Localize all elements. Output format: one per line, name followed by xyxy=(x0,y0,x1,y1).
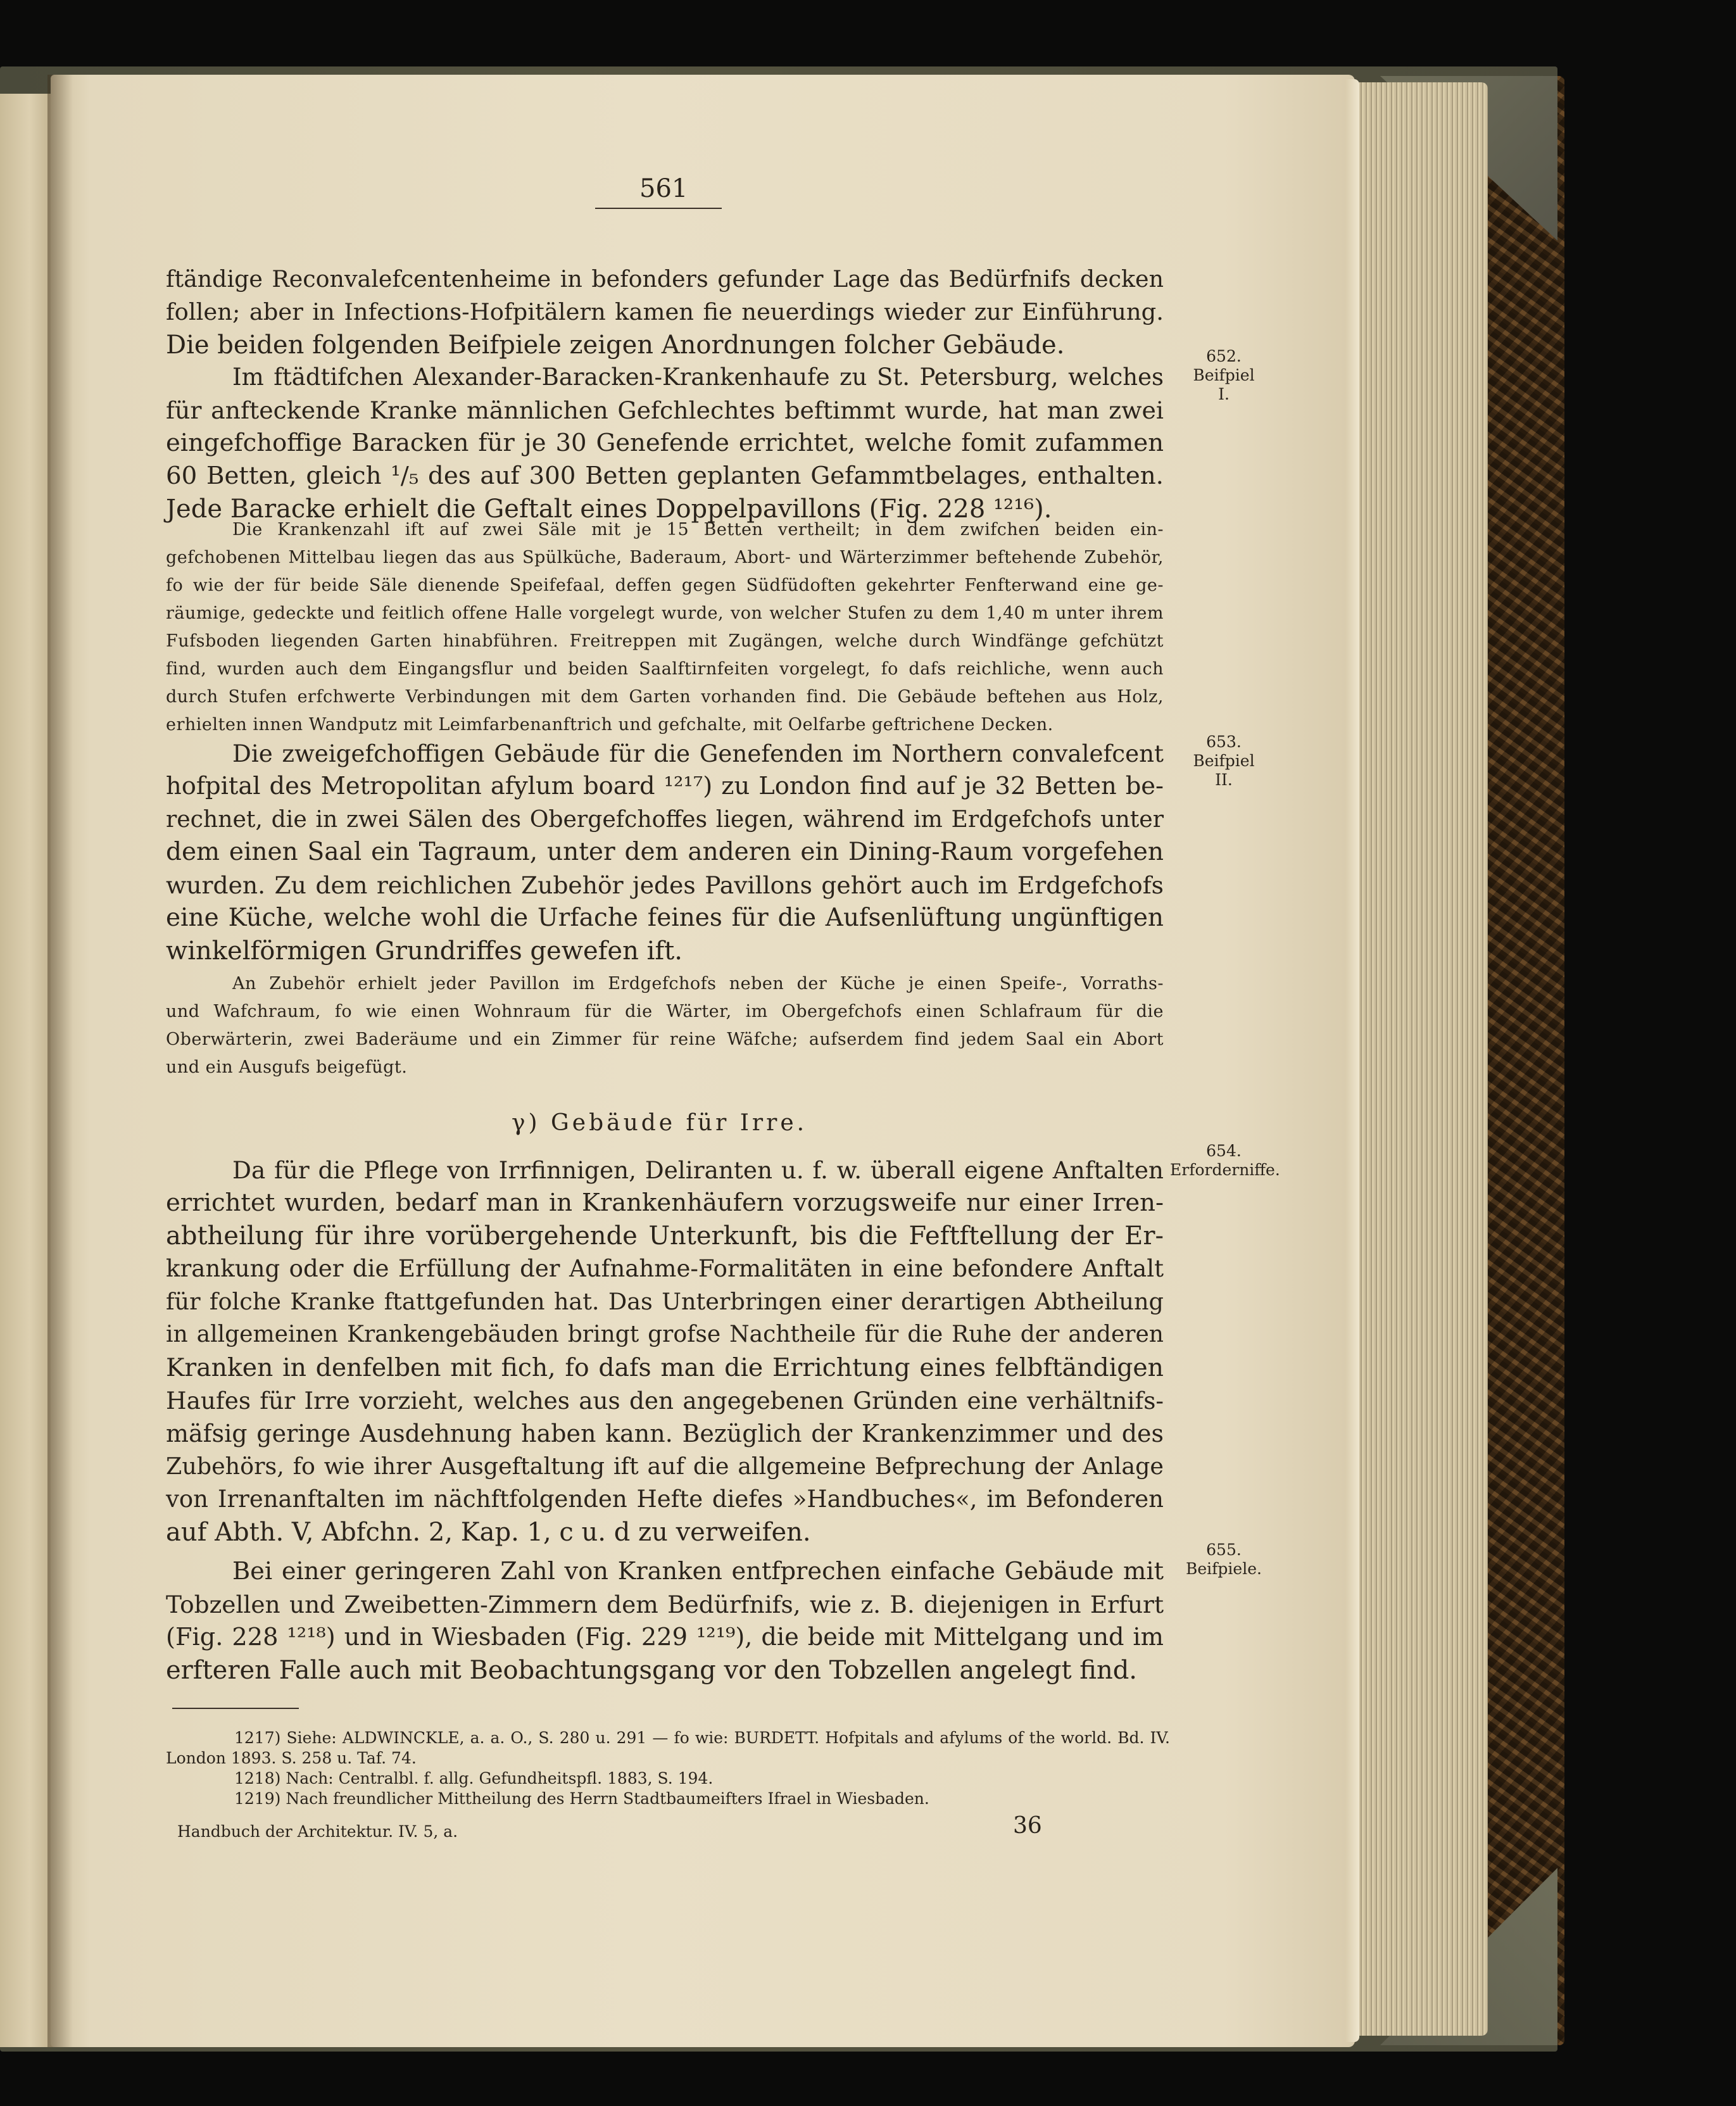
page-stack xyxy=(1349,82,1488,2036)
text-line: gefchobenen Mittelbau liegen das aus Spülküche, Baderaum, Abort- und Wärterzimmer beftehende Zubehör, xyxy=(166,548,1164,567)
margin-label: Beifpiele. xyxy=(1186,1560,1262,1578)
margin-note-653 xyxy=(1176,733,1271,790)
text-line: eingefchoffige Baracken für je 30 Genefende errichtet, welche fomit zufammen xyxy=(166,429,1164,457)
text-line: und ein Ausgufs beigefügt. xyxy=(166,1057,408,1077)
margin-label: Beifpiel xyxy=(1193,752,1255,770)
text-line: Fufsboden liegenden Garten hinabführen. Freitreppen mit Zugängen, welche durch Windfänge gefchützt xyxy=(166,631,1164,651)
margin-number: 652. xyxy=(1206,347,1242,365)
facing-page-edge xyxy=(0,94,54,2047)
text-line: 60 Betten, gleich ¹/₅ des auf 300 Betten geplanten Gefammtbelages, enthalten. xyxy=(166,462,1164,490)
text-line: find, wurden auch dem Eingangsflur und beiden Saalftirnfeiten vorgelegt, fo dafs reichliche, wenn auch xyxy=(166,659,1164,679)
text-line: winkelförmigen Grundriffes gewefen ift. xyxy=(166,936,682,966)
text-line: follen; aber in Infections-Hofpitälern kamen fie neuerdings wieder zur Einführung. xyxy=(166,298,1164,325)
page-number: 561 xyxy=(639,174,688,203)
header-rule xyxy=(595,208,722,209)
margin-number: 653. xyxy=(1206,733,1242,751)
margin-sub: II. xyxy=(1215,771,1233,789)
section-heading: γ) Gebäude für Irre. xyxy=(512,1110,808,1136)
text-line: mäfsig geringe Ausdehnung haben kann. Bezüglich der Krankenzimmer und des xyxy=(166,1420,1164,1447)
text-line: Jede Baracke erhielt die Geftalt eines Doppelpavillons (Fig. 228 ¹²¹⁶). xyxy=(166,495,1052,524)
text-line: Oberwärterin, zwei Baderäume und ein Zimmer für reine Wäfche; aufserdem find jedem Saal ein Abort xyxy=(166,1030,1164,1049)
text-line: rechnet, die in zwei Sälen des Obergefchoffes liegen, während im Erdgefchofs unter xyxy=(166,805,1164,833)
text-line: Bei einer geringeren Zahl von Kranken entfprechen einfache Gebäude mit xyxy=(232,1557,1164,1586)
text-line: Haufes für Irre vorzieht, welches aus den angegebenen Gründen eine verhältnifs- xyxy=(166,1387,1164,1415)
gutter-shadow xyxy=(47,75,73,2047)
text-line: auf Abth. V, Abfchn. 2, Kap. 1, c u. d zu verweifen. xyxy=(166,1518,811,1547)
text-line: und Wafchraum, fo wie einen Wohnraum für die Wärter, im Obergefchofs einen Schlafraum für die xyxy=(166,1002,1164,1021)
text-line: An Zubehör erhielt jeder Pavillon im Erdgefchofs neben der Küche je einen Speife-, Vorraths- xyxy=(232,974,1164,993)
text-line: von Irrenanftalten im nächftfolgenden Hefte diefes »Handbuches«, im Befonderen xyxy=(166,1485,1164,1513)
text-line: dem einen Saal ein Tagraum, unter dem anderen ein Dining-Raum vorgefehen xyxy=(166,838,1164,866)
text-line: für folche Kranke ftattgefunden hat. Das Unterbringen einer derartigen Abtheilung xyxy=(166,1288,1164,1315)
margin-note-652 xyxy=(1176,347,1271,404)
text-line: in allgemeinen Krankengebäuden bringt grofse Nachtheile für die Ruhe der anderen xyxy=(166,1321,1164,1347)
footnote-line: 1219) Nach freundlicher Mittheilung des Herrn Stadtbaumeifters Ifrael in Wiesbaden. xyxy=(234,1789,929,1808)
footnote-line: 1218) Nach: Centralbl. f. allg. Gefundheitspfl. 1883, S. 194. xyxy=(234,1769,714,1788)
text-line: Da für die Pflege von Irrfinnigen, Deliranten u. f. w. überall eigene Anftalten xyxy=(232,1156,1164,1184)
text-line: erhielten innen Wandputz mit Leimfarbenanftrich und gefchalte, mit Oelfarbe geftrichene Decken. xyxy=(166,715,1054,735)
text-line: (Fig. 228 ¹²¹⁸) und in Wiesbaden (Fig. 229 ¹²¹⁹), die beide mit Mittelgang und im xyxy=(166,1623,1164,1651)
signature-mark: 36 xyxy=(1013,1813,1042,1839)
margin-note-655 xyxy=(1176,1541,1271,1579)
text-line: für anfteckende Kranke männlichen Gefchlechtes beftimmt wurde, hat man zwei xyxy=(166,396,1164,424)
text-line: krankung oder die Erfüllung der Aufnahme-Formalitäten in eine befondere Anftalt xyxy=(166,1255,1164,1282)
text-line: Im ftädtifchen Alexander-Baracken-Krankenhaufe zu St. Petersburg, welches xyxy=(232,363,1164,391)
text-line: Die Krankenzahl ift auf zwei Säle mit je 15 Betten vertheilt; in dem zwifchen beiden ein- xyxy=(232,520,1164,539)
text-line: ftändige Reconvalefcentenheime in befonders gefunder Lage das Bedürfnifs decken xyxy=(166,265,1164,293)
text-line: eine Küche, welche wohl die Urfache feines für die Aufsenlüftung ungünftigen xyxy=(166,904,1164,932)
text-line: Die beiden folgenden Beifpiele zeigen Anordnungen folcher Gebäude. xyxy=(166,331,1065,360)
page-edge xyxy=(1345,79,1359,2042)
text-line: abtheilung für ihre vorübergehende Unterkunft, bis die Feftftellung der Er- xyxy=(166,1221,1164,1251)
text-line: erfteren Falle auch mit Beobachtungsgang vor den Tobzellen angelegt find. xyxy=(166,1656,1138,1685)
margin-sub: I. xyxy=(1218,385,1230,403)
footnote-line: 1217) Siehe: ALDWINCKLE, a. a. O., S. 280 u. 291 — fo wie: BURDETT. Hofpitals and afylums of the world. Bd. IV. xyxy=(234,1729,1170,1747)
text-line: fo wie der für beide Säle dienende Speifefaal, deffen gegen Südfüdoften gekehrter Fenfterwand eine ge- xyxy=(166,576,1164,595)
margin-note-654 xyxy=(1170,1142,1278,1180)
text-line: durch Stufen erfchwerte Verbindungen mit dem Garten vorhanden find. Die Gebäude beftehen aus Holz, xyxy=(166,687,1164,707)
text-line: Tobzellen und Zweibetten-Zimmern dem Bedürfnifs, wie z. B. diejenigen in Erfurt xyxy=(166,1591,1164,1618)
margin-number: 654. xyxy=(1206,1142,1242,1160)
text-line: wurden. Zu dem reichlichen Zubehör jedes Pavillons gehört auch im Erdgefchofs xyxy=(166,871,1164,899)
text-line: Kranken in denfelben mit fich, fo dafs man die Errichtung eines felbftändigen xyxy=(166,1353,1164,1382)
imprint-line: Handbuch der Architektur. IV. 5, a. xyxy=(177,1822,458,1841)
margin-label: Erforderniffe. xyxy=(1170,1161,1280,1179)
margin-label: Beifpiel xyxy=(1193,366,1255,384)
text-line: hofpital des Metropolitan afylum board ¹²¹⁷) zu London find auf je 32 Betten be- xyxy=(166,772,1164,800)
footnote-line: London 1893. S. 258 u. Taf. 74. xyxy=(166,1749,417,1767)
margin-number: 655. xyxy=(1206,1541,1242,1559)
text-line: Zubehörs, fo wie ihrer Ausgeftaltung ift auf die allgemeine Befprechung der Anlage xyxy=(166,1453,1164,1480)
text-line: Die zweigefchoffigen Gebäude für die Genefenden im Northern convalefcent xyxy=(232,740,1164,767)
text-line: errichtet wurden, bedarf man in Krankenhäufern vorzugsweife nur einer Irren- xyxy=(166,1189,1164,1217)
footnote-rule xyxy=(172,1708,299,1709)
text-line: räumige, gedeckte und feitlich offene Halle vorgelegt wurde, von welcher Stufen zu dem 1,40 m unter ihrem xyxy=(166,603,1164,623)
